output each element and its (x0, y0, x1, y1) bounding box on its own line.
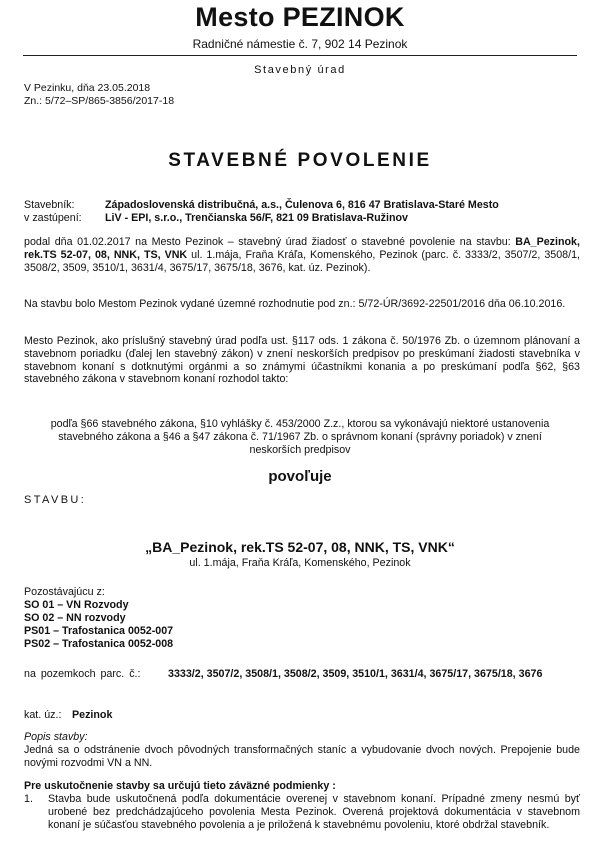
representative-label: v zastúpení: (24, 212, 82, 224)
builder-label: Stavebník: (24, 199, 75, 211)
list-item: PS02 – Trafostanica 0052-008 (24, 638, 174, 650)
authority-paragraph: Mesto Pezinok, ako príslušný stavebný úrad podľa ust. §117 ods. 1 zákona č. 50/1976 Zb. o územnom plánovaní a stavebnom poriadku (ďalej len stavebný zákon) v znení neskorších predpisov po preskúmaní žiadosti stavebníka v stavebnom konaní s dotknutými orgánmi a so známymi účastníkmi konania a po preskúmaní podľa §62, §63 stavebného zákona v stavebnom konaní rozhodol takto: (24, 335, 580, 386)
decision-verb: povoľuje (268, 468, 332, 485)
description-text: Jedná sa o odstránenie dvoch pôvodných transformačných staníc a vybudovanie dvoch nových. Prepojenie bude novými rozvodmi VN a NN. (24, 744, 580, 769)
building-location: ul. 1.mája, Fraňa Kráľa, Komenského, Pezinok (189, 557, 411, 569)
list-item: PS01 – Trafostanica 0052-007 (24, 625, 174, 637)
application-paragraph (24, 236, 580, 274)
decision-object-label: STAVBU: (24, 494, 87, 506)
application-text: podal dňa 01.02.2017 na Mesto Pezinok – stavebný úrad žiadosť o stavebné povolenie na stavbu: (24, 236, 511, 248)
place-date: V Pezinku, dňa 23.05.2018 (24, 82, 151, 94)
composition-intro: Pozostávajúcu z: (24, 586, 105, 598)
list-item: SO 01 – VN Rozvody (24, 599, 129, 611)
condition-text: Stavba bude uskutočnená podľa dokumentácie overenej v stavebnom konaní. Prípadné zmeny nesmú byť urobené bez predchádzajúceho povolenia Mesta Pezinok. Overená projektová dokumentácia v stavebnom konaní je súčasťou stavebného povolenia a je priložená k stavebnému povoleniu, ktoré obdržal stavebník. (48, 793, 580, 831)
cadastral-label: kat. úz.: (24, 709, 62, 721)
city-address: Radničné námestie č. 7, 902 14 Pezinok (192, 37, 408, 51)
builder-value: Západoslovenská distribučná, a.s., Čulenova 6, 816 47 Bratislava-Staré Mesto (105, 199, 499, 211)
list-item: SO 02 – NN rozvody (24, 612, 126, 624)
parcels-values: 3333/2, 3507/2, 3508/1, 3508/2, 3509, 3510/1, 3631/4, 3675/17, 3675/18, 3676 (168, 668, 543, 680)
cadastral-value: Pezinok (72, 709, 113, 721)
city-title: Mesto PEZINOK (195, 2, 405, 32)
application-building-details: ul. 1.mája, Fraňa Kráľa, Komenského, Pezinok (parc. č. 3333/2, 3507/2, 3508/1, 3508/2, 3509, 3510/1, 3631/4, 3675/17, 3675/18, 3676, kat. úz. Pezinok). (24, 248, 580, 274)
office-name: Stavebný úrad (254, 64, 346, 76)
condition-number: 1. (24, 793, 33, 805)
conditions-heading: Pre uskutočnenie stavby sa určujú tieto záväzné podmienky : (24, 780, 336, 792)
document-title: STAVEBNÉ POVOLENIE (168, 150, 432, 171)
representative-value: LiV - EPI, s.r.o., Trenčianska 56/F, 821 09 Bratislava-Ružinov (105, 212, 408, 224)
building-title: „BA_Pezinok, rek.TS 52-07, 08, NNK, TS, VNK“ (145, 539, 455, 555)
application-building-name: BA_Pezinok, rek.TS 52-07, 08, NNK, TS, VNK (24, 236, 580, 261)
header-divider (23, 55, 577, 56)
parcels-label: na pozemkoch parc. č.: (24, 668, 141, 680)
legal-basis-paragraph: podľa §66 stavebného zákona, §10 vyhlášky č. 453/2000 Z.z., ktorou sa vykonávajú niektoré ustanovenia stavebného zákona a §46 a §47 zákona č. 71/1967 Zb. o správnom konaní (správny poriadok) v znení neskorších predpisov (50, 418, 550, 456)
description-label: Popis stavby: (24, 731, 88, 743)
zoning-paragraph: Na stavbu bolo Mestom Pezinok vydané územné rozhodnutie pod zn.: 5/72-ÚR/3692-22501/2016 dňa 06.10.2016. (24, 298, 566, 310)
reference-number: Zn.: 5/72–SP/865-3856/2017-18 (24, 95, 175, 107)
